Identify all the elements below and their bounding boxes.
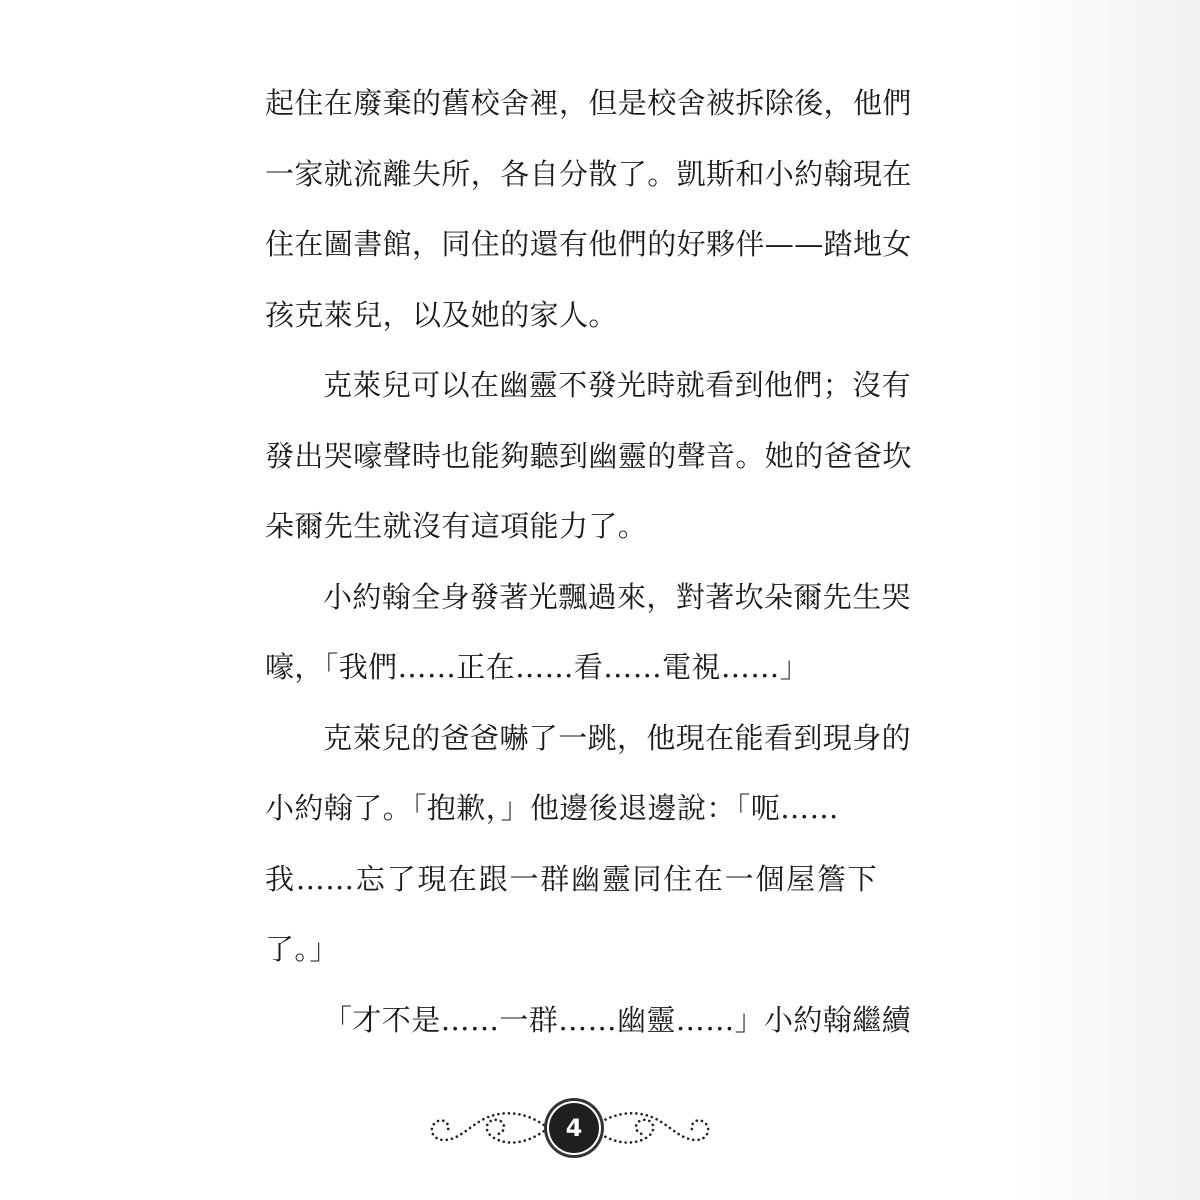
text-line: 嚎，「我們……正在……看……電視……」: [265, 650, 810, 684]
page-number: 4: [549, 1103, 599, 1153]
text-line: 起住在廢棄的舊校舍裡，但是校舍被拆除後，他們: [265, 86, 912, 120]
text-line: 小約翰了。「抱歉，」他邊後退邊說：「呃……: [265, 791, 839, 825]
text-line: 住在圖書館，同住的還有他們的好夥伴——踏地女: [265, 227, 912, 261]
text-line: 我……忘了現在跟一群幽靈同住在一個屋簷下: [265, 861, 877, 896]
page-edge-shading: [1010, 0, 1200, 1200]
text-line: 克萊兒可以在幽靈不發光時就看到他們；沒有: [323, 368, 912, 402]
text-line: 了。」: [265, 932, 339, 966]
text-line: 小約翰全身發著光飄過來，對著坎朵爾先生哭: [323, 579, 912, 614]
text-line: 孩克萊兒，以及她的家人。: [265, 297, 618, 332]
body-text: [265, 68, 912, 1055]
text-line: 「才不是……一群……幽靈……」小約翰繼續: [323, 1002, 912, 1037]
text-line: 克萊兒的爸爸嚇了一跳，他現在能看到現身的: [323, 720, 912, 755]
text-line: 一家就流離失所，各自分散了。凱斯和小約翰現在: [265, 156, 912, 191]
text-line: 朵爾先生就沒有這項能力了。: [265, 509, 648, 543]
text-line: 發出哭嚎聲時也能夠聽到幽靈的聲音。她的爸爸坎: [265, 438, 912, 473]
